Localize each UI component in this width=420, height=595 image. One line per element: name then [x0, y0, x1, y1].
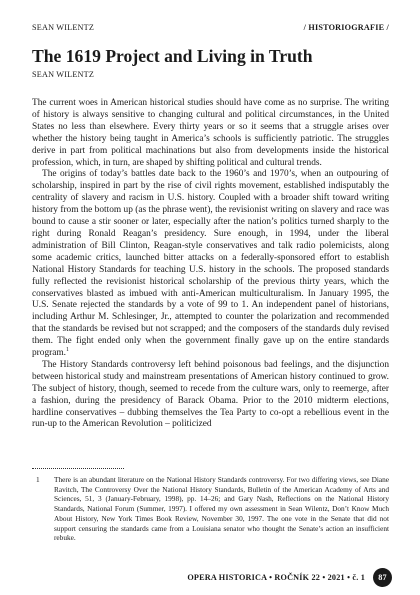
running-head-author: SEAN WILENTZ	[32, 23, 95, 32]
footnote-number: 1	[36, 475, 40, 484]
paragraph: The current woes in American historical studies should have come as no surprise. The writing of history is always sensitive to changing cultural and political circumstances, in the United States no less than elsewhere. Every thirty years or so it seems that a struggle arises over whether the history being taught in America’s schools is sufficiently patriotic. The struggles derive in part from political machinations but also from developments inside the historical profession, which, in turn, are shaped by shifting political and cultural trends.	[32, 98, 389, 168]
journal-page	[32, 0, 389, 595]
article-body	[32, 98, 389, 431]
footnote-reference[interactable]: 1	[66, 346, 69, 353]
footnote-separator	[32, 468, 124, 469]
page-footer	[187, 568, 392, 587]
running-head-section: / HISTORIOGRAFIE /	[303, 23, 389, 32]
paragraph	[32, 169, 389, 360]
journal-info: OPERA HISTORICA • ROČNÍK 22 • 2021 • č. 1	[187, 573, 365, 582]
paragraph-text: The origins of today’s battles date back to the 1960’s and 1970’s, when an outpouring of scholarship, inspired in part by the rise of civil rights movement, established indisputably the centrality of slavery and racism in U.S. history. Coupled with a broader shift toward writing history from the bottom up (as the phrase went), the revisionist writing on slavery and race was bound to cause a stir sooner or later, especially after the nation’s politics turned sharply to the right during Ronald Reagan’s presidency. Sure enough, in 1994, under the liberal administration of Bill Clinton, Reagan-style conservatives and talk radio polemicists, along some academic critics, launched bitter attacks on a federally-sponsored effort to establish National History Standards for teaching U.S. history in the schools. The proposed standards fully reflected the revisionist historical scholarship of the previous thirty years, which the conservatives blasted as imbued with anti-American multiculturalism. In January 1995, the U.S. Senate rejected the standards by a vote of 99 to 1. An independent panel of historians, including Arthur M. Schlesinger, Jr., attempted to counter the polarization and recommended that the standards be revised but not scrapped; and the composers of the standards duly revised them. The fight ended only when the government finally gave up on the entire standards program.	[32, 169, 389, 359]
article-title: The 1619 Project and Living in Truth	[32, 46, 313, 66]
page-number-badge: 87	[373, 568, 392, 587]
footnote-text: There is an abundant literature on the National History Standards controversy. For two differing views, see Diane Ravitch, The Controversy Over the National History Standards, Bulletin of the American Academy of Arts and Sciences, 51, 3 (January-February, 1998), pp. 14–26; and Gary Nash, Reflections on the National History Standards, National Forum (Summer, 1997). I offered my own assessment in Sean Wilentz, Don’t Know Much About History, New York Times Book Review, November 30, 1997. The one vote in the Senate that did not support censuring the standards came from a Louisiana senator who thought the Senate’s action an insufficient rebuke.	[54, 475, 389, 543]
footnote	[32, 475, 389, 543]
article-author: SEAN WILENTZ	[32, 70, 95, 79]
paragraph: The History Standards controversy left behind poisonous bad feelings, and the disjunction between historical study and mainstream presentations of American history continued to grow. The subject of history, though, seemed to recede from the culture wars, only to reemerge, after a fashion, during the presidency of Barack Obama. Prior to the 2010 midterm elections, hardline conservatives – dubbing themselves the Tea Party to co-opt a rebellious event in the run-up to the American Revolution – politicized	[32, 359, 389, 430]
